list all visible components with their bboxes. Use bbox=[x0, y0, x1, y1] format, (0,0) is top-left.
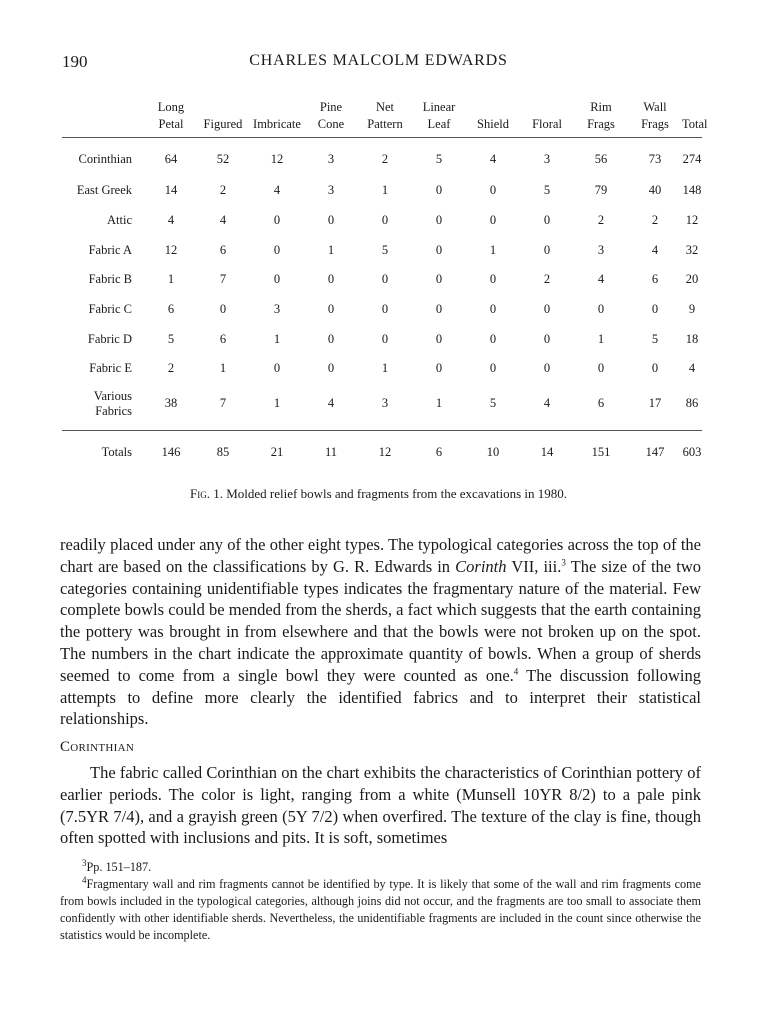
column-header: Total bbox=[682, 93, 702, 138]
table-cell: 0 bbox=[327, 361, 335, 376]
table-cell: 0 bbox=[597, 361, 605, 376]
table-cell: 1 bbox=[435, 396, 443, 411]
p1-text-b: VII, iii. bbox=[506, 556, 562, 576]
table-cell: 0 bbox=[435, 213, 443, 228]
row-label: Corinthian bbox=[78, 151, 132, 166]
running-head: CHARLES MALCOLM EDWARDS bbox=[249, 52, 508, 69]
data-table-container bbox=[62, 93, 708, 475]
totals-cell: 85 bbox=[196, 430, 250, 475]
row-label: Fabric E bbox=[89, 361, 132, 376]
table-cell: 4 bbox=[489, 151, 497, 166]
row-label: Fabric C bbox=[88, 302, 132, 317]
row-label: Various Fabrics bbox=[93, 388, 132, 418]
table-cell: 3 bbox=[273, 302, 281, 317]
totals-cell: 10 bbox=[466, 430, 520, 475]
table-row bbox=[62, 176, 702, 206]
totals-row bbox=[62, 430, 702, 475]
table-cell: 0 bbox=[489, 213, 497, 228]
table-cell: 2 bbox=[219, 183, 227, 198]
table-cell: 73 bbox=[648, 151, 662, 166]
table-row bbox=[62, 295, 702, 325]
table-cell: 0 bbox=[327, 302, 335, 317]
row-label: Fabric B bbox=[88, 272, 132, 287]
table-cell: 1 bbox=[273, 331, 281, 346]
data-table bbox=[62, 93, 708, 475]
row-label: Attic bbox=[107, 213, 132, 228]
table-cell: 0 bbox=[219, 302, 227, 317]
table-header-row bbox=[62, 93, 702, 138]
table-row bbox=[62, 384, 702, 431]
footnote-text: Fragmentary wall and rim fragments cannot be identified by type. It is likely that some of the wall and rim fragments come from bowls included in the typological categories, although joins did not occur, and the fragments are too small to associate them confidently with other identifiable sherds. Nevertheless, the unidentifiable fragments are included in the count since otherwise the statistics would be incomplete. bbox=[60, 877, 701, 942]
table-cell: 0 bbox=[435, 361, 443, 376]
table-row bbox=[62, 206, 702, 236]
table-cell: 0 bbox=[381, 331, 389, 346]
totals-cell: 146 bbox=[146, 430, 196, 475]
table-cell: 1 bbox=[167, 272, 175, 287]
table-cell: 0 bbox=[435, 242, 443, 257]
totals-label: Totals bbox=[62, 430, 146, 475]
table-cell: 4 bbox=[327, 396, 335, 411]
totals-cell: 151 bbox=[574, 430, 628, 475]
footnote-text: Pp. 151–187. bbox=[86, 860, 152, 874]
section-heading: Corinthian bbox=[60, 739, 135, 755]
table-cell: 2 bbox=[597, 213, 605, 228]
row-label: Fabric A bbox=[88, 242, 132, 257]
table-cell: 6 bbox=[219, 242, 227, 257]
table-cell: 5 bbox=[381, 242, 389, 257]
footnote-marker: 4 bbox=[82, 874, 87, 885]
table-cell: 0 bbox=[327, 213, 335, 228]
table-cell: 0 bbox=[543, 331, 551, 346]
column-header: Shield bbox=[466, 93, 520, 138]
table-cell: 3 bbox=[327, 151, 335, 166]
table-cell: 17 bbox=[648, 396, 662, 411]
row-label: East Greek bbox=[76, 183, 132, 198]
table-cell: 4 bbox=[651, 242, 659, 257]
table-cell: 32 bbox=[685, 242, 699, 257]
table-cell: 5 bbox=[167, 331, 175, 346]
table-cell: 0 bbox=[273, 272, 281, 287]
totals-cell: 12 bbox=[358, 430, 412, 475]
column-header: Net Pattern bbox=[358, 93, 412, 138]
totals-cell: 147 bbox=[628, 430, 682, 475]
table-cell: 4 bbox=[688, 361, 696, 376]
footnotes bbox=[60, 859, 701, 944]
table-cell: 14 bbox=[164, 183, 178, 198]
p1-text-d: The discussion following attempts to define more clearly the identified fabrics and to interpret their statistical relationships. bbox=[60, 665, 701, 729]
table-row bbox=[62, 324, 702, 354]
table-cell: 0 bbox=[489, 331, 497, 346]
column-header: Long Petal bbox=[146, 93, 196, 138]
table-cell: 6 bbox=[167, 302, 175, 317]
table-cell: 1 bbox=[597, 331, 605, 346]
table-cell: 3 bbox=[327, 183, 335, 198]
table-cell: 0 bbox=[381, 213, 389, 228]
table-cell: 148 bbox=[682, 183, 702, 198]
column-header: Imbricate bbox=[250, 93, 304, 138]
table-cell: 0 bbox=[435, 183, 443, 198]
table-cell: 0 bbox=[273, 361, 281, 376]
footnote-ref-3: 3 bbox=[561, 557, 566, 568]
table-cell: 0 bbox=[435, 302, 443, 317]
table-header-corner bbox=[62, 93, 146, 138]
table-cell: 7 bbox=[219, 272, 227, 287]
table-cell: 1 bbox=[327, 242, 335, 257]
totals-cell: 11 bbox=[304, 430, 358, 475]
table-cell: 52 bbox=[216, 151, 230, 166]
body-paragraph-2: The fabric called Corinthian on the chart exhibits the characteristics of Corinthian pottery of earlier periods. The color is light, ranging from a white (Munsell 10YR 8/2) to a pale pink (7.5YR 7/4), and a grayish green (5Y 7/2) when overfired. The texture of the clay is fine, though often spotted with inclusions and pits. It is soft, sometimes bbox=[60, 763, 701, 848]
table-cell: 3 bbox=[381, 396, 389, 411]
table-cell: 6 bbox=[651, 272, 659, 287]
table-row bbox=[62, 138, 702, 177]
table-cell: 1 bbox=[381, 361, 389, 376]
table-cell: 3 bbox=[543, 151, 551, 166]
column-header: Wall Frags bbox=[628, 93, 682, 138]
table-cell: 0 bbox=[489, 272, 497, 287]
footnote-ref-4: 4 bbox=[513, 666, 519, 677]
table-cell: 12 bbox=[270, 151, 284, 166]
column-header: Pine Cone bbox=[304, 93, 358, 138]
table-cell: 0 bbox=[489, 302, 497, 317]
table-cell: 0 bbox=[543, 361, 551, 376]
page-header bbox=[0, 52, 757, 74]
figure-caption bbox=[0, 486, 757, 502]
table-cell: 2 bbox=[167, 361, 175, 376]
table-cell: 0 bbox=[381, 302, 389, 317]
p1-text-c: The size of the two categories containing unidentifiable types indicates the fragmentary nature of the material. Few complete bowls could be mended from the sherds, a fact which suggests that the earth containing the pottery was brought in from elsewhere and that the bowls were not broken up on the spot. The numbers in the chart indicate the approximate quantity of bowls. When a group of sherds seemed to come from a single bowl they were counted as one. bbox=[60, 556, 701, 685]
page-number: 190 bbox=[62, 52, 88, 71]
table-cell: 3 bbox=[597, 242, 605, 257]
table-cell: 5 bbox=[543, 183, 551, 198]
table-cell: 0 bbox=[543, 213, 551, 228]
table-cell: 0 bbox=[651, 361, 659, 376]
table-cell: 1 bbox=[489, 242, 497, 257]
table-cell: 274 bbox=[682, 151, 702, 166]
table-row bbox=[62, 354, 702, 384]
table-cell: 4 bbox=[167, 213, 175, 228]
table-cell: 9 bbox=[688, 302, 696, 317]
table-cell: 5 bbox=[651, 331, 659, 346]
table-cell: 0 bbox=[273, 242, 281, 257]
table-cell: 0 bbox=[435, 272, 443, 287]
table-cell: 64 bbox=[164, 151, 178, 166]
table-cell: 20 bbox=[685, 272, 699, 287]
totals-cell: 6 bbox=[412, 430, 466, 475]
footnote-3 bbox=[60, 859, 701, 876]
table-cell: 2 bbox=[381, 151, 389, 166]
table-cell: 18 bbox=[685, 331, 699, 346]
table-cell: 79 bbox=[594, 183, 608, 198]
table-cell: 0 bbox=[435, 331, 443, 346]
table-cell: 6 bbox=[219, 331, 227, 346]
table-cell: 2 bbox=[543, 272, 551, 287]
table-cell: 1 bbox=[273, 396, 281, 411]
table-cell: 56 bbox=[594, 151, 608, 166]
body-paragraph-1 bbox=[60, 534, 701, 730]
table-cell: 0 bbox=[489, 183, 497, 198]
footnote-marker: 3 bbox=[82, 857, 87, 868]
totals-cell: 14 bbox=[520, 430, 574, 475]
table-cell: 4 bbox=[273, 183, 281, 198]
footnote-4 bbox=[60, 876, 701, 944]
table-cell: 4 bbox=[219, 213, 227, 228]
table-cell: 5 bbox=[435, 151, 443, 166]
table-cell: 0 bbox=[489, 361, 497, 376]
table-cell: 4 bbox=[543, 396, 551, 411]
table-cell: 40 bbox=[648, 183, 662, 198]
row-label: Fabric D bbox=[87, 331, 132, 346]
totals-cell: 21 bbox=[250, 430, 304, 475]
table-row bbox=[62, 235, 702, 265]
table-cell: 0 bbox=[327, 331, 335, 346]
table-cell: 0 bbox=[273, 213, 281, 228]
table-cell: 4 bbox=[597, 272, 605, 287]
table-cell: 1 bbox=[219, 361, 227, 376]
table-cell: 0 bbox=[543, 302, 551, 317]
p1-italic-title: Corinth bbox=[455, 556, 507, 576]
totals-cell: 603 bbox=[682, 430, 702, 475]
table-cell: 0 bbox=[597, 302, 605, 317]
table-cell: 0 bbox=[327, 272, 335, 287]
table-cell: 86 bbox=[685, 396, 699, 411]
figure-label: Fig. 1. bbox=[189, 486, 223, 501]
table-row bbox=[62, 265, 702, 295]
column-header: Linear Leaf bbox=[412, 93, 466, 138]
table-cell: 6 bbox=[597, 396, 605, 411]
table-cell: 0 bbox=[543, 242, 551, 257]
table-cell: 0 bbox=[651, 302, 659, 317]
table-cell: 5 bbox=[489, 396, 497, 411]
column-header: Figured bbox=[196, 93, 250, 138]
column-header: Rim Frags bbox=[574, 93, 628, 138]
table-cell: 12 bbox=[164, 242, 178, 257]
p1-text-a: readily placed under any of the other eight types. The typological categories across the top of the chart are based on the classifications by G. R. Edwards in bbox=[60, 535, 701, 576]
table-cell: 1 bbox=[381, 183, 389, 198]
table-cell: 0 bbox=[381, 272, 389, 287]
table-cell: 7 bbox=[219, 396, 227, 411]
table-cell: 12 bbox=[685, 213, 699, 228]
table-cell: 2 bbox=[651, 213, 659, 228]
table-cell: 38 bbox=[164, 396, 178, 411]
figure-caption-text: Molded relief bowls and fragments from the excavations in 1980. bbox=[226, 486, 568, 501]
column-header: Floral bbox=[520, 93, 574, 138]
